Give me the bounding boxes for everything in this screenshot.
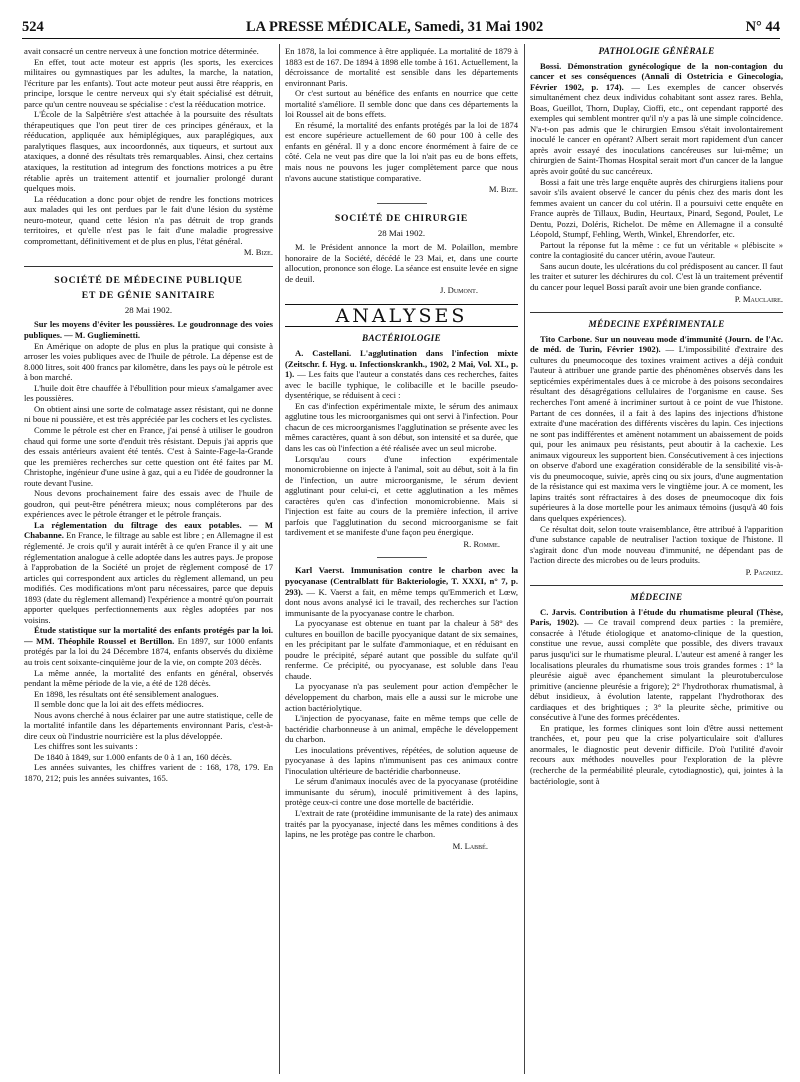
column-rule-1 (279, 44, 280, 1074)
signature: P. Mauclaire. (734, 293, 783, 304)
medicine-heading: MÉDECINE (630, 592, 683, 603)
paragraph: En Amérique on adopte de plus en plus la pratique qui consiste à arroser les voies publiques avec de l'huile de pétrole. La dépense est de 8.000 litres, soit 400 francs par kilomètre, dans les pays où le pétrole est à bon marché. (24, 340, 273, 383)
paragraph: Les inoculations préventives, répétées, de solution aqueuse de pyocyanase à des lapins n'immunisent pas ces animaux contre l'inoculation ultérieure de bactéridie charbonneuse. (285, 744, 518, 776)
paragraph: Il semble donc que la loi ait des effets médiocres. (34, 699, 204, 710)
paragraph: Comme le pétrole est cher en France, j'ai pensé à utiliser le goudron chaud qui forme une sorte d'enduit très résistant. Depuis j'ai appris que des essais antérieurs avaient été tentés. C'est à Sainte-Fage-la-Grande que les premières recherches sur cette question ont été faites par M. Christophe, ingénieur d'une usine à gaz, qui a eu l'idée de goudronner la route devant l'usine. (24, 424, 273, 488)
section-divider (530, 312, 783, 313)
paragraph: Sans aucun doute, les ulcérations du col prédisposent au cancer. Il faut les traiter et suturer les déchirures du col. C'est là un traitement préventif du cancer pour lequel Bossi paraît avoir une bien grande confiance. (530, 260, 783, 293)
paragraph: La pyocyanase est obtenue en tuant par la chaleur à 58° des cultures en bouillon de bacille pyocyanique datant de six semaines, en les précipitant par le sulfate d'ammoniaque, et en réduisant en poudre le précipité, séparé autant que possible du sulfate qu'il renferme. Ce précipité, ou pyocyanase, est soluble dans l'eau chaude. (285, 618, 518, 681)
paragraph: La même année, la mortalité des enfants en général, observés pendant la même période de la vie, a été de 128 décès. (24, 667, 273, 689)
page-number: 524 (22, 19, 44, 35)
paragraph: On obtient ainsi une sorte de colmatage assez résistant, qui ne donne ni boue ni poussière, et est très appréciée par les cochers et les cyclistes. (24, 403, 273, 425)
column-1 (24, 46, 273, 1074)
analyses-title: ANALYSES (285, 304, 518, 328)
paragraph: avait consacré un centre nerveux à une fonction motrice déterminée. (24, 46, 259, 56)
signature: M. Bize. (488, 184, 518, 195)
item-title-carbone: Tito Carbone. Sur un nouveau mode d'immunité (Journ. de l'Ac. de méd. de Turin, Février 1902). (530, 333, 783, 355)
surgery-date: 28 Mai 1902. (377, 227, 426, 238)
paragraph: La pyocyanase n'a pas seulement pour action d'empêcher le développement du charbon, mais elle a aussi sur le microbe une action bactériolytique. (285, 681, 518, 713)
section-divider (24, 266, 273, 267)
item-title-filter: La réglementation du filtrage des eaux potables. — M Chabanne. (24, 519, 273, 541)
signature: R. Romme. (463, 538, 500, 549)
page-header (22, 12, 780, 39)
paragraph: Nous devons prochainement faire des essais avec de l'huile de goudron, qui peut-être pénétrera mieux; nous compléterons par des expériences avec le pétrole étranger et le pétrole français. (24, 488, 273, 520)
paragraph: En effet, tout acte moteur est appris (les sports, les exercices militaires ou gymnastiques par les adultes, la marche, la natation, l'écriture par les enfants). Tout acte moteur peut aussi être réappris, en principe, lorsque le centre nerveux qui s'y était spécialisé est détruit, parce qu'un centre nouveau se spécialise : c'est la rééducation motrice. (24, 56, 273, 109)
society-title-line1: SOCIÉTÉ DE MÉDECINE PUBLIQUE (54, 274, 243, 286)
signature: M. Bize. (243, 247, 273, 258)
paragraph: En cas d'infection expérimentale mixte, le sérum des animaux agglutine tous les microorganismes qui ont servi à l'infection. Pour chacun de ces microorganismes l'agglutination se présente avec les mêmes caractères, quant à son début, son intensité et sa durée, que dans les cas où l'infection a été réalisée avec un seul microbe. (285, 400, 518, 453)
paragraph: L'extrait de rate (protéidine immunisante de la rate) des animaux traités par la pyocyanase, injecté dans les mêmes conditions à des lapins, ne les protège pas contre le charbon. (285, 808, 518, 840)
paragraph: Les années suivantes, les chiffres varient de : 168, 178, 179. En 1870, 212; puis les années suivantes, 165. (24, 762, 273, 783)
item-title-statistics: Étude statistique sur la mortalité des enfants protégés par la loi. — MM. Théophile Roussel et Bertillon. (24, 625, 273, 646)
paragraph: En résumé, la mortalité des enfants protégés par la loi de 1874 est encore supérieure actuellement de 60 pour 100 à celle des enfants en général. Il y a donc encore énormément à faire de ce côté. Cela ne veut pas dire que la loi n'ait pas eu de bons effets, mais nous ne pouvons les juger complètement parce que nous n'avons aucune statistique comparative. (285, 119, 518, 183)
item-title-bossi: Bossi. Démonstration gynécologique de la non-contagion du cancer et ses conséquences (Annali di Ostetricia e Ginecologia, Février 1902, p. 174). (530, 60, 783, 92)
issue-number: N° 44 (745, 19, 780, 35)
society-date: 28 Mai 1902. (124, 304, 173, 315)
paragraph: Nous avons cherché à nous éclairer par une autre statistique, celle de la mortalité infantile dans les départements environnant Paris, c'est-à-dire ceux où l'industrie nourricière est la plus développée. (24, 709, 273, 741)
signature: M. Labbé. (452, 840, 488, 851)
item-title-vaerst: Karl Vaerst. Immunisation contre le charbon avec la pyocyanase (Centralblatt für Bakteriologie, T. XXXI, n° 7, p. 293). (285, 565, 518, 597)
paragraph: Ce résultat doit, selon toute vraisemblance, être attribué à l'apparition d'une substance capable de neutraliser l'action toxique de l'histone. Il s'agirait donc d'un mode nouveau d'immunité, ne dépendant pas de l'action directe des microbes ou de leurs produits. (530, 523, 783, 566)
pathology-heading: PATHOLOGIE GÉNÉRALE (598, 46, 715, 56)
paragraph: Partout la réponse fut la même : ce fut un véritable « plébiscite » contre la contagiosité du cancer utérin, avoue l'auteur. (530, 239, 783, 261)
paragraph: En pratique, les formes cliniques sont loin d'être aussi nettement tranchées, et, pour peu que la crise polyarticulaire soit d'allures anormales, le diagnostic peut devenir difficile. D'où l'utilité d'avoir recours aux méthodes nouvelles pour l'exploration de la plèvre (recherche de la perméabilité pleurale, cytodiagnostic), qui, jointes à la bactériologie, sont à (530, 722, 783, 786)
signature: P. Pagniez. (745, 566, 783, 577)
paragraph: — Les faits que l'auteur a constatés dans ces recherches, faites avec le bacille typhique, le colibacille et le bacille pseudo-dysentérique, se réduisent à ceci : (285, 369, 518, 401)
paragraph: Or c'est surtout au bénéfice des enfants en nourrice que cette mortalité s'améliore. Il semble donc que dans ces départements la loi Roussel ait de bons effets. (285, 88, 518, 120)
experimental-heading: MÉDECINE EXPÉRIMENTALE (588, 319, 725, 330)
paragraph: Lorsqu'au cours d'une infection expérimentale monomicrobienne on injecte à l'animal, soit au début, soit à la fin de l'infection, un autre microorganisme, le sérum devient agglutinant pour celui-ci, et cette agglutination a les mêmes caractères qu'en cas d'infection monomicrobienne. Mais si l'injection est faite au cours de la première infection, il arrive parfois que l'agglutination du second microorganisme se fait tardivement et se manifeste d'une façon peu énergique. (285, 453, 518, 538)
surgery-title: SOCIÉTÉ DE CHIRURGIE (334, 212, 469, 224)
paragraph: En France, le filtrage au sable est libre ; en Allemagne il est réglementé. Je crois qu'il y aurait intérêt à ce qu'en France il y ait une réglementation analogue à celle adoptée dans les autres pays. Je propose à l'approbation de la Société un projet de règlement composé de 17 articles qui correspondent aux articles du règlement allemand, un peu modifiés. Ces modifications m'ont paru nécessaires, parce que depuis 1893 (date du règlement allemand) l'expérience a montré qu'on pourrait apporter quelques perfectionnements aux règles adoptées par nos voisins. (24, 530, 273, 625)
paragraph: L'injection de pyocyanase, faite en même temps que celle de bactéridie charbonneuse à un animal, empêche le développement du charbon. (285, 713, 518, 745)
item-title-castellani: A. Castellani. L'agglutination dans l'infection mixte (Zeitschr. f. Hyg. u. Infectionskrankh., 1902, 2 Mai, Vol. XL, p. 1). (285, 348, 518, 380)
section-divider (377, 203, 427, 204)
section-divider (377, 557, 427, 558)
paragraph: L'huile doit être chauffée à l'ébullition pour mieux s'amalgamer avec les poussières. (24, 382, 273, 404)
paragraph: La rééducation a donc pour objet de rendre les fonctions motrices aux malades qui les ont perdues par le fait d'une lésion du système neuro-moteur, quand cette lésion n'a pas détruit de trop grands territoires, et qu'elle n'est pas le fait d'une maladie progressive compromettant, définitivement et de plus en plus, l'état général. (24, 193, 273, 246)
column-2 (285, 46, 518, 1074)
society-title-line2: ET DE GÉNIE SANITAIRE (81, 289, 216, 301)
paragraph: — L'impossibilité d'extraire des cultures du pneumocoque des toxines vraiment actives a déjà conduit l'auteur à attribuer une grande partie des phénomènes observés dans les septicémies expérimentales dues à ce microbe à des poisons secondaires résultant des désagrégations cellulaires de l'organisme en cause. Ses recherches l'ont amené à incriminer surtout à ce point de vue l'histone. Partant de ces données, il a fait à des lapins des injections d'histone extraite d'une macération des différents viscères du lapin. Ces injections ne sont pas indifférentes et amènent notamment un abaissement de poids qui, pour les animaux peu résistants, peut aboutir à la cachexie. Les animaux vigoureux les supportent bien. Consécutivement à ces injections on observe d'abord une exagération considérable de la sensibilité vis-à-vis du pneumocoque, suivie, après cinq ou six jours, d'une augmentation de la résistance qui est maxima vers le vingtième jour. A ce moment, les lapins traités sont réfractaires à des doses de pneumocoque dix fois supérieures à la dose mortelle pour les animaux témoins (jusqu'à 40 fois dans quelques expériences). (530, 344, 783, 523)
paragraph: L'École de la Salpêtrière s'est attachée à la poursuite des résultats thérapeutiques que l'on peut tirer de ces principes généraux, et la rééducation, appliquée aux hémiplégiques, aux paraplégiques, aux paralytiques flasques, aux incoordonnés, aux tiqueurs, et surtout aux ataxiques, a donné des résultats très remarquables. Ainsi, chez certains ataxiques, la restitution ad integrum des fonctions motrices a pu être rétablie après un traitement attentif et journalier prolongé durant quelques mois. (24, 109, 273, 194)
paragraph: — Ce travail comprend deux parties : la première, consacrée à l'étude étiologique et anatomo-clinique de la question, constitue une revue, aussi complète que possible, des divers travaux parus jusqu'ici sur le rhumatisme pleural. L'auteur est amené à ranger les localisations pleurales du rhumatisme sous trois grandes formes : 1° la pleurésie aiguë avec épanchement simulant la pleurotuberculose primitive (ancienne pleurésie a frigore); 2° l'hydrothorax rhumatismal, à début insidieux, à évolution latente, rappelant l'hydrothorax des cardiaques et des brightiques ; 3° la pleurite sèche, primitive ou consécutive à l'une des formes précédentes. (530, 617, 783, 723)
signature: J. Dumont. (440, 285, 478, 296)
section-divider (530, 585, 783, 586)
society-title (24, 273, 273, 303)
journal-title: LA PRESSE MÉDICALE, Samedi, 31 Mai 1902 (246, 19, 544, 35)
paragraph: En 1898, les résultats ont été sensiblement analogues. (34, 688, 219, 699)
paragraph: — Les exemples de cancer observés simultanément chez deux individus cohabitant sont assez rares. Behla, Boas, Gueillot, Thorn, Duplay, Cioffi, etc., ont cependant rapporté des exemples qui semblent montrer qu'il n'y a pas là une simple coïncidence. N'a-t-on pas admis que le chirurgien Emsou s'était involontairement inoculé le cancer en opérant? Albert serait mort rapidement d'un cancer après avoir essayé des inoculations cancéreuses sur lui-même; un chirurgien de Saint-Thomas Hospital serait mort d'un cancer de la langue après avoir goûté du suc cancéreux. (530, 81, 783, 177)
paragraph: Le sérum d'animaux inoculés avec de la pyocyanase (protéidine immunisante du sérum), inoculé primitivement à des lapins, protège ceux-ci contre une dose mortelle de bactéridie. (285, 776, 518, 808)
column-3 (530, 46, 783, 1074)
paragraph: En 1897, sur 1000 enfants protégés par la loi du 24 Décembre 1874, enfants observés du dixième au trois cent soixante-cinquième jour de la vie, on compte 203 décès. (24, 635, 273, 667)
paragraph: Les chiffres sont les suivants : (34, 741, 138, 752)
item-title-jarvis: C. Jarvis. Contribution à l'étude du rhumatisme pleural (Thèse, Paris, 1902). (530, 606, 783, 628)
paragraph: — K. Vaerst a fait, en même temps qu'Emmerich et Lœw, dont nous avons analysé ici le travail, des recherches sur l'action immunisante de la pyocyanase contre le charbon. (285, 586, 518, 618)
paragraph: Bossi a fait une très large enquête auprès des chirurgiens italiens pour savoir s'ils avaient observé le cancer du pénis chez des maris dont les femmes avaient un cancer du col utérin. Il a poursuivi cette enquête en France auprès de Tillaux, Budin, Heurtaux, Pinard, Segond, Poulet, Le Dentu, Pozzi, Doléris, Richelot. De même en Allemagne il a consulté Léopold, Stumpf, Fehling, Werth, Winkel, Ehrendorfer, etc. (530, 176, 783, 240)
item-title-dust: Sur les moyens d'éviter les poussières. Le goudronnage des voies publiques. — M. Guglieminetti. (24, 319, 273, 341)
paragraph: De 1840 à 1849, sur 1.000 enfants de 0 à 1 an, 160 décès. (34, 751, 232, 762)
paragraph: M. le Président annonce la mort de M. Polaillon, membre honoraire de la Société, décédé le 23 Mai, et, dans une courte allocution, prononce son éloge. La séance est ensuite levée en signe de deuil. (285, 242, 518, 284)
paragraph: En 1878, la loi commence à être appliquée. La mortalité de 1879 à 1883 est de 167. De 1894 à 1898 elle tombe à 161. Actuellement, la décroissance de mortalité est sensible dans les départements environnant Paris. (285, 46, 518, 88)
bacteriology-heading: BACTÉRIOLOGIE (362, 333, 441, 344)
column-rule-2 (524, 44, 525, 1074)
